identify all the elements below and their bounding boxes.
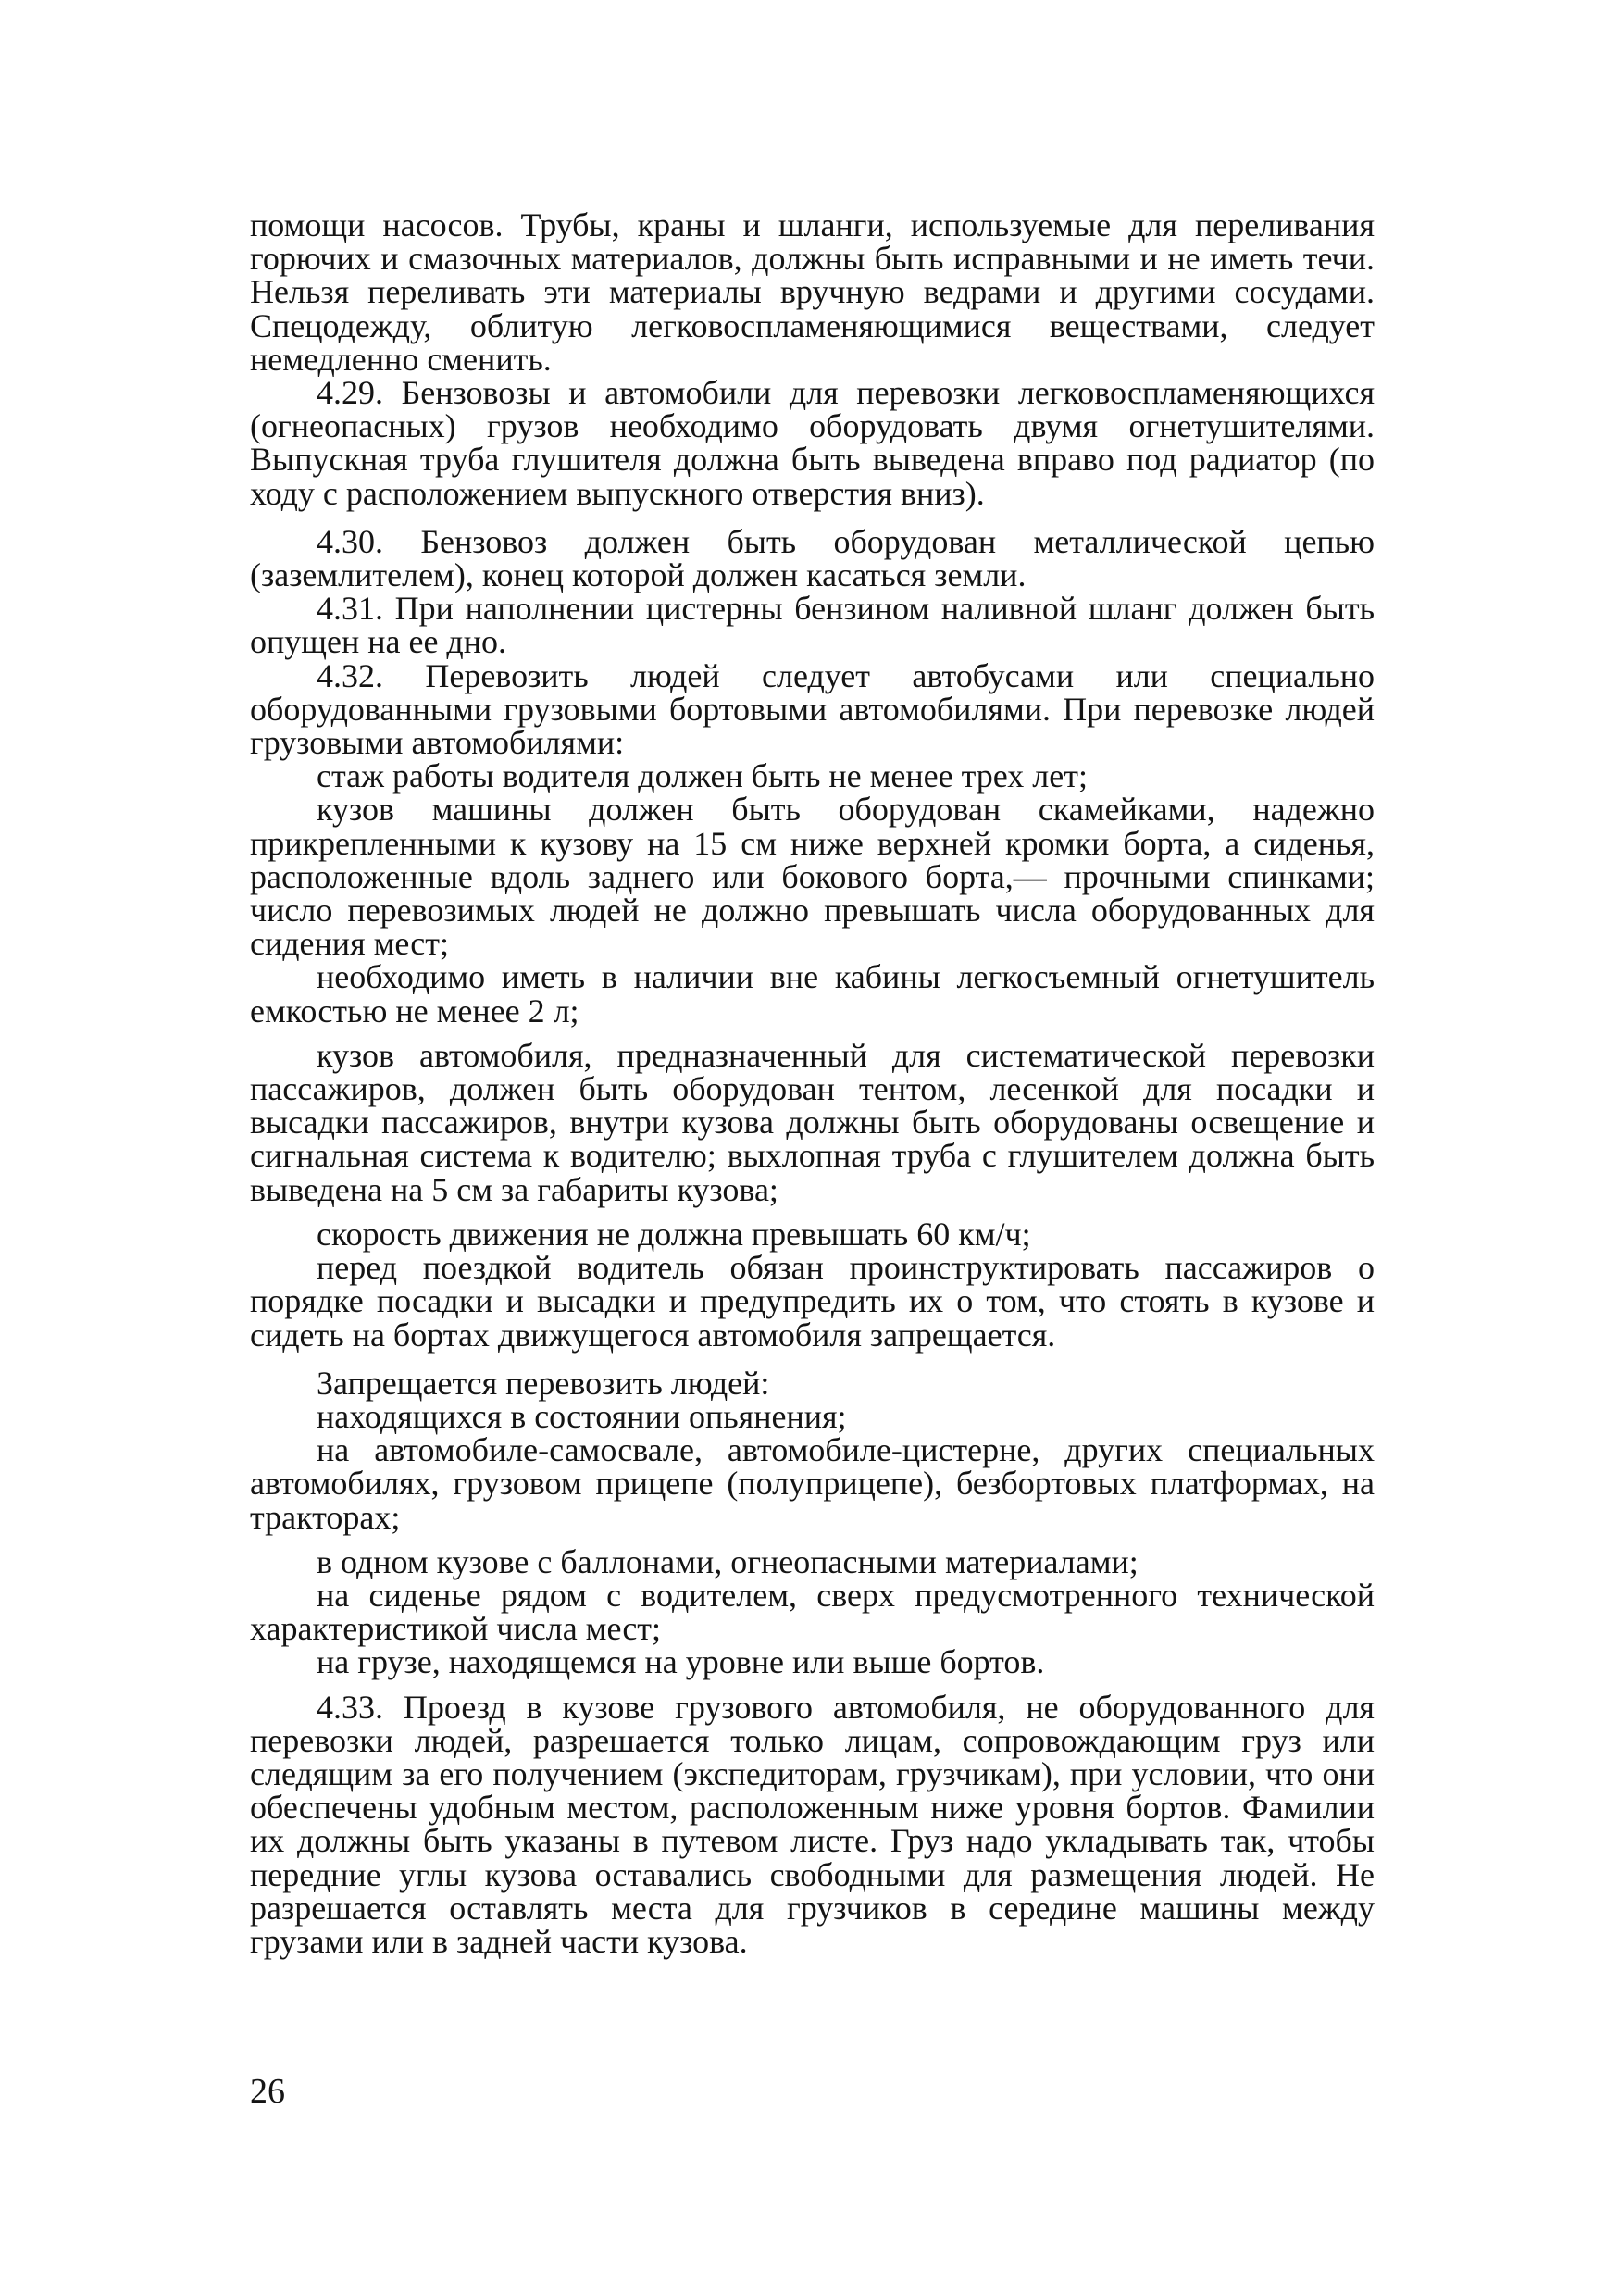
list-item-intoxicated: находящихся в состоянии опьянения; [317, 1397, 847, 1435]
paragraph-4-29: 4.29. Бензовозы и автомобили для перевозки легковоспламеняющихся (огнеопасных) грузов необходимо оборудовать двумя огнетушителями. Выпускная труба глушителя должна быть выведена вправо под радиатор (по ходу с расположением выпускного отверстия вниз). [250, 374, 1375, 512]
list-item-body-benches: кузов машины должен быть оборудован скамейками, надежно прикрепленными к кузову на 15 см ниже верхней кромки борта, а сиденья, расположенные вдоль заднего или бокового борта,— прочными спинками; число перевозимых людей не должно превышать числа оборудованных для сидения мест; [250, 791, 1375, 963]
list-item-briefing: перед поездкой водитель обязан проинструктировать пассажиров о порядке посадки и высадки и предупредить их о том, что стоять в кузове и сидеть на бортах движущегося автомобиля запрещается. [250, 1249, 1375, 1354]
list-item-driver-experience: стаж работы водителя должен быть не менее трех лет; [317, 757, 1088, 795]
list-item-cylinders: в одном кузове с баллонами, огнеопасными материалами; [317, 1542, 1139, 1580]
list-item-systematic-transport: кузов автомобиля, предназначенный для систематической перевозки пассажиров, должен быть оборудован тентом, лесенкой для посадки и высадки пассажиров, внутри кузова должны быть оборудованы освещение и сигнальная система к водителю; выхлопная труба с глушителем должна быть выведена на 5 см за габариты кузова; [250, 1036, 1375, 1208]
list-item-seat-next-to-driver: на сиденье рядом с водителем, сверх предусмотренного технической характеристикой числа мест; [250, 1576, 1375, 1648]
list-item-on-cargo: на грузе, находящемся на уровне или выше бортов. [317, 1643, 1045, 1681]
list-item-extinguisher: необходимо иметь в наличии вне кабины легкосъемный огнетушитель емкостью не менее 2 л; [250, 958, 1375, 1029]
paragraph-prohibited-heading: Запрещается перевозить людей: [317, 1364, 770, 1402]
paragraph-intro: помощи насосов. Трубы, краны и шланги, используемые для переливания горючих и смазочных материалов, должны быть исправными и не иметь течи. Нельзя переливать эти материалы вручную ведрами и другими сосудами. Спецодежду, облитую легковоспламеняющимися веществами, следует немедленно сменить. [250, 206, 1375, 378]
list-item-special-vehicles: на автомобиле-самосвале, автомобиле-цистерне, других специальных автомобилях, грузовом прицепе (полуприцепе), безбортовых платформах, на тракторах; [250, 1431, 1375, 1536]
page-number: 26 [250, 2072, 285, 2111]
list-item-speed-limit: скорость движения не должна превышать 60 км/ч; [317, 1215, 1031, 1253]
paragraph-4-30: 4.30. Бензовоз должен быть оборудован металлической цепью (заземлителем), конец которой должен касаться земли. [250, 522, 1375, 594]
paragraph-4-32: 4.32. Перевозить людей следует автобусами или специально оборудованными грузовыми бортовыми автомобилями. При перевозке людей грузовыми автомобилями: [250, 656, 1375, 762]
paragraph-4-33: 4.33. Проезд в кузове грузового автомобиля, не оборудованного для перевозки людей, разрешается только лицам, сопровождающим груз или следящим за его получением (экспедиторам, грузчикам), при условии, что они обеспечены удобным местом, расположенным ниже уровня бортов. Фамилии их должны быть указаны в путевом листе. Груз надо укладывать так, чтобы передние углы кузова оставались свободными для размещения людей. Не разрешается оставлять места для грузчиков в середине машины между грузами или в задней части кузова. [250, 1688, 1375, 1960]
document-body [250, 208, 1375, 1958]
paragraph-4-31: 4.31. При наполнении цистерны бензином наливной шланг должен быть опущен на ее дно. [250, 590, 1375, 661]
